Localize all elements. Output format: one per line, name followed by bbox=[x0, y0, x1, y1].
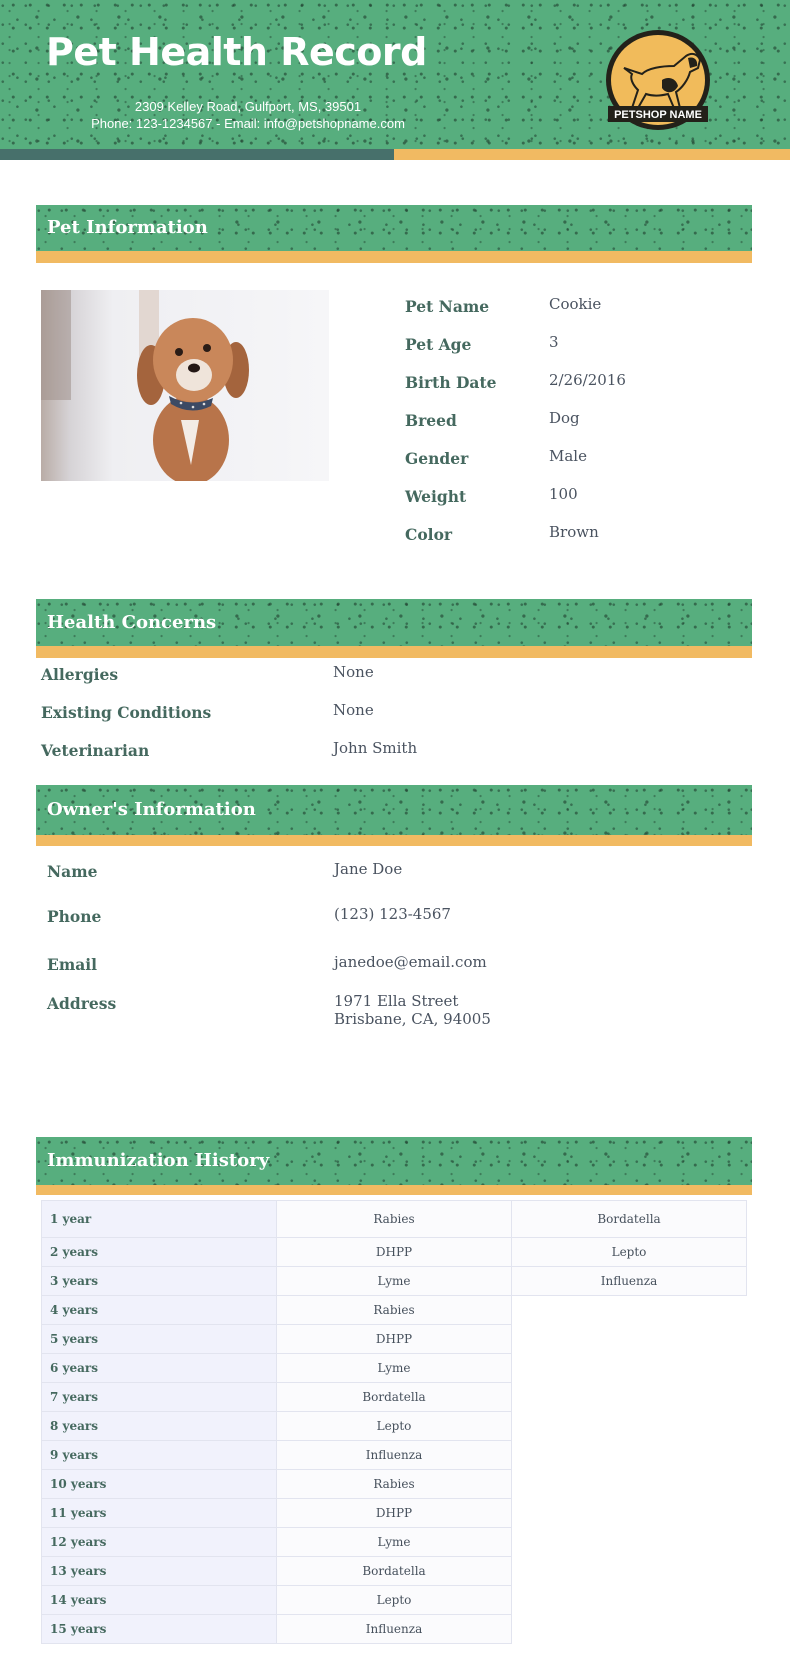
allergies-label: Allergies bbox=[41, 665, 119, 684]
page-header bbox=[0, 0, 790, 149]
age-cell: 12 years bbox=[42, 1528, 277, 1557]
business-contact: Phone: 123-1234567 - Email: info@petshopname.com bbox=[91, 116, 405, 131]
vaccine-cell: Bordatella bbox=[512, 1201, 747, 1238]
vaccine-cell: Lyme bbox=[277, 1267, 512, 1296]
vaccine-cell: Lepto bbox=[277, 1412, 512, 1441]
birth-date-value: 2/26/2016 bbox=[549, 371, 626, 389]
table-row bbox=[42, 1325, 747, 1354]
table-row bbox=[42, 1586, 747, 1615]
pet-name-value: Cookie bbox=[549, 295, 602, 313]
table-row bbox=[42, 1354, 747, 1383]
owner-email-label: Email bbox=[47, 955, 98, 974]
allergies-value: None bbox=[333, 663, 374, 681]
age-cell: 6 years bbox=[42, 1354, 277, 1383]
owner-address-label: Address bbox=[47, 994, 117, 1013]
age-cell: 13 years bbox=[42, 1557, 277, 1586]
pet-name-label: Pet Name bbox=[405, 297, 490, 316]
vaccine-cell: Rabies bbox=[277, 1296, 512, 1325]
veterinarian-value: John Smith bbox=[333, 739, 418, 757]
table-row bbox=[42, 1441, 747, 1470]
vaccine-cell: Rabies bbox=[277, 1470, 512, 1499]
immunization-table bbox=[41, 1200, 747, 1644]
age-cell: 8 years bbox=[42, 1412, 277, 1441]
table-row bbox=[42, 1238, 747, 1267]
dog-photo-icon bbox=[41, 290, 329, 481]
section-title: Owner's Information bbox=[47, 799, 256, 820]
vaccine-cell: Lyme bbox=[277, 1528, 512, 1557]
pet-photo bbox=[41, 290, 329, 481]
section-title: Health Concerns bbox=[47, 612, 217, 633]
age-cell: 1 year bbox=[42, 1201, 277, 1238]
table-row bbox=[42, 1470, 747, 1499]
age-cell: 4 years bbox=[42, 1296, 277, 1325]
vaccine-cell: DHPP bbox=[277, 1499, 512, 1528]
header-divider-left bbox=[0, 149, 394, 160]
page-title: Pet Health Record bbox=[46, 30, 427, 74]
table-row bbox=[42, 1499, 747, 1528]
owner-address-line1: 1971 Ella Street bbox=[334, 992, 459, 1010]
age-cell: 9 years bbox=[42, 1441, 277, 1470]
pet-age-label: Pet Age bbox=[405, 335, 472, 354]
table-row bbox=[42, 1383, 747, 1412]
section-title: Pet Information bbox=[47, 217, 208, 238]
section-banner-owner-information bbox=[36, 785, 752, 846]
owner-name-value: Jane Doe bbox=[334, 860, 403, 878]
vaccine-cell: Bordatella bbox=[277, 1557, 512, 1586]
age-cell: 2 years bbox=[42, 1238, 277, 1267]
weight-label: Weight bbox=[405, 487, 467, 506]
vaccine-cell: Lyme bbox=[277, 1354, 512, 1383]
age-cell: 14 years bbox=[42, 1586, 277, 1615]
existing-conditions-value: None bbox=[333, 701, 374, 719]
age-cell: 11 years bbox=[42, 1499, 277, 1528]
vaccine-cell: Influenza bbox=[277, 1441, 512, 1470]
header-divider-right bbox=[394, 149, 790, 160]
gender-value: Male bbox=[549, 447, 587, 465]
gender-label: Gender bbox=[405, 449, 469, 468]
owner-email-value: janedoe@email.com bbox=[334, 953, 487, 971]
pet-age-value: 3 bbox=[549, 333, 559, 351]
table-row bbox=[42, 1557, 747, 1586]
owner-name-label: Name bbox=[47, 862, 98, 881]
vaccine-cell: DHPP bbox=[277, 1238, 512, 1267]
age-cell: 10 years bbox=[42, 1470, 277, 1499]
breed-value: Dog bbox=[549, 409, 580, 427]
business-address: 2309 Kelley Road, Gulfport, MS, 39501 bbox=[134, 99, 362, 114]
owner-phone-value: (123) 123-4567 bbox=[334, 905, 451, 923]
vaccine-cell: DHPP bbox=[277, 1325, 512, 1354]
age-cell: 5 years bbox=[42, 1325, 277, 1354]
color-value: Brown bbox=[549, 523, 599, 541]
vaccine-cell: Rabies bbox=[277, 1201, 512, 1238]
age-cell: 7 years bbox=[42, 1383, 277, 1412]
table-row bbox=[42, 1201, 747, 1238]
age-cell: 3 years bbox=[42, 1267, 277, 1296]
section-banner-immunization-history bbox=[36, 1137, 752, 1195]
dog-logo-icon bbox=[602, 28, 714, 140]
vaccine-cell: Lepto bbox=[277, 1586, 512, 1615]
table-row bbox=[42, 1267, 747, 1296]
owner-address-line2: Brisbane, CA, 94005 bbox=[334, 1010, 491, 1028]
age-cell: 15 years bbox=[42, 1615, 277, 1644]
vaccine-cell: Influenza bbox=[277, 1615, 512, 1644]
section-banner-health-concerns bbox=[36, 599, 752, 658]
veterinarian-label: Veterinarian bbox=[41, 741, 150, 760]
weight-value: 100 bbox=[549, 485, 578, 503]
table-row bbox=[42, 1528, 747, 1557]
section-banner-pet-information bbox=[36, 205, 752, 263]
birth-date-label: Birth Date bbox=[405, 373, 497, 392]
existing-conditions-label: Existing Conditions bbox=[41, 703, 212, 722]
breed-label: Breed bbox=[405, 411, 457, 430]
color-label: Color bbox=[405, 525, 453, 544]
logo-text: PETSHOP NAME bbox=[614, 109, 702, 121]
vaccine-cell: Influenza bbox=[512, 1267, 747, 1296]
table-row bbox=[42, 1412, 747, 1441]
table-row bbox=[42, 1615, 747, 1644]
owner-phone-label: Phone bbox=[47, 907, 102, 926]
vaccine-cell: Lepto bbox=[512, 1238, 747, 1267]
vaccine-cell: Bordatella bbox=[277, 1383, 512, 1412]
section-title: Immunization History bbox=[47, 1150, 270, 1171]
table-row bbox=[42, 1296, 747, 1325]
